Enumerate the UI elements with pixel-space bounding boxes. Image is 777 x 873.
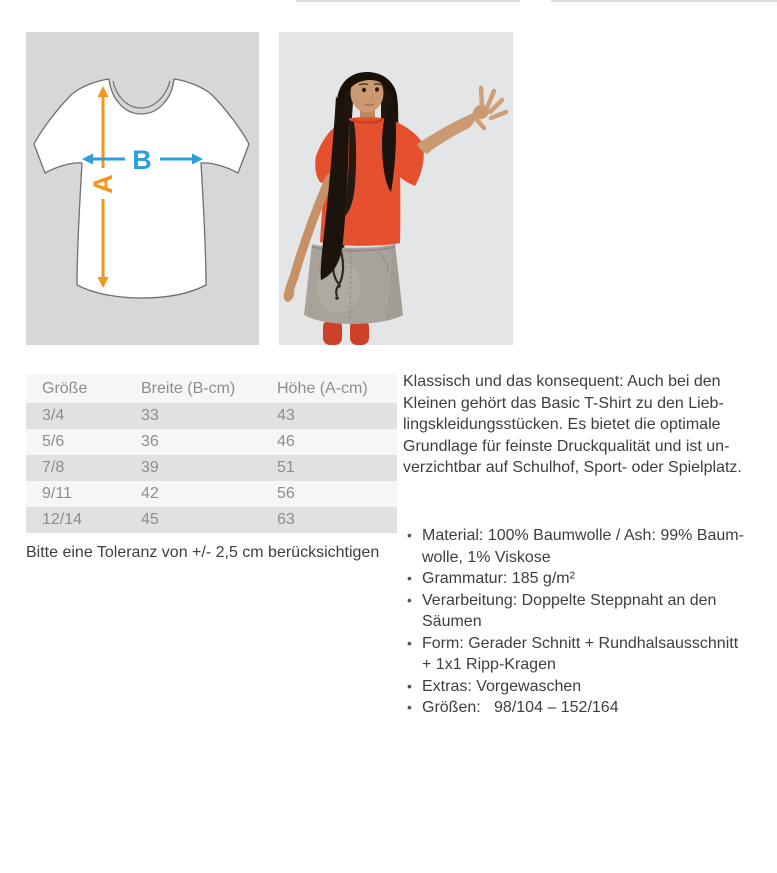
- bullet-icon: •: [407, 591, 412, 608]
- breite-cell: 45: [141, 511, 159, 528]
- arrow-a-shaft-top: [102, 95, 105, 168]
- detail-item-grammatur: [403, 568, 753, 590]
- hoehe-cell: 43: [277, 407, 295, 424]
- detail-line: Extras: Vorgewaschen: [422, 677, 582, 695]
- product-description: [403, 371, 753, 479]
- arrow-a-shaft-bottom: [102, 199, 105, 278]
- hoehe-cell: 56: [277, 485, 295, 502]
- size-diagram-panel: [26, 32, 259, 345]
- detail-line: Form: Gerader Schnitt + Rundhalsausschnitt: [422, 634, 739, 652]
- top-divider-line: [551, 0, 777, 2]
- arrow-b-shaft-right: [160, 158, 197, 161]
- hoehe-cell: 63: [277, 511, 295, 528]
- hoehe-cell: 51: [277, 459, 295, 476]
- bullet-icon: •: [407, 677, 412, 694]
- description-line: verzichtbar auf Schulhof, Sport- oder Spielplatz.: [403, 459, 742, 476]
- detail-line: Verarbeitung: Doppelte Steppnaht an den: [422, 591, 717, 609]
- detail-item-verarbeitung: [403, 590, 753, 633]
- detail-item-extras: [403, 676, 753, 698]
- hoehe-cell: 46: [277, 433, 295, 450]
- size-cell: 5/6: [42, 433, 65, 450]
- description-line: Grundlage für feinste Druckqualität und ist un-: [403, 437, 730, 455]
- description-line: Klassisch und das konsequent: Auch bei den: [403, 373, 721, 390]
- description-line: Kleinen gehört das Basic T-Shirt zu den Lieb-: [403, 394, 724, 412]
- tolerance-note: Bitte eine Toleranz von +/- 2,5 cm berücksichtigen: [26, 544, 380, 561]
- detail-line: Größen: 98/104 – 152/164: [422, 699, 619, 716]
- dimension-label-a: A: [88, 174, 118, 194]
- size-table-header-row: [26, 374, 397, 403]
- detail-line: + 1x1 Ripp-Kragen: [422, 656, 556, 673]
- col-header-hoehe: Höhe (A-cm): [277, 380, 368, 397]
- size-table: [26, 374, 397, 533]
- bullet-icon: •: [407, 634, 412, 651]
- dimension-label-b: B: [132, 145, 152, 175]
- tshirt-measurement-diagram: [26, 32, 259, 345]
- arrow-b-shaft-left: [88, 158, 125, 161]
- description-line: lingskleidungsstücken. Es bietet die optimale: [403, 416, 721, 433]
- product-details-list: [403, 525, 753, 719]
- bullet-icon: •: [407, 699, 412, 715]
- top-divider-line: [296, 0, 520, 2]
- detail-line: Säumen: [422, 613, 482, 630]
- breite-cell: 33: [141, 407, 159, 424]
- table-row: [26, 481, 397, 507]
- col-header-breite: Breite (B-cm): [141, 380, 236, 397]
- col-header-groesse: Größe: [42, 380, 88, 397]
- size-cell: 7/8: [42, 459, 65, 476]
- table-row: [26, 403, 397, 429]
- product-photo-panel: [279, 32, 513, 345]
- breite-cell: 42: [141, 485, 159, 502]
- table-row: [26, 429, 397, 455]
- detail-line: Material: 100% Baumwolle / Ash: 99% Baum-: [422, 527, 744, 544]
- model-photo-illustration: [279, 32, 513, 345]
- breite-cell: 39: [141, 459, 159, 476]
- detail-item-material: [403, 525, 753, 568]
- breite-cell: 36: [141, 433, 159, 450]
- size-cell: 12/14: [42, 511, 83, 528]
- detail-line: Grammatur: 185 g/m²: [422, 570, 575, 587]
- table-row: [26, 507, 397, 533]
- table-row: [26, 455, 397, 481]
- size-cell: 3/4: [42, 407, 65, 424]
- detail-item-groessen: [403, 697, 753, 719]
- bullet-icon: •: [407, 570, 412, 586]
- detail-item-form: [403, 633, 753, 676]
- detail-line: wolle, 1% Viskose: [422, 548, 551, 566]
- size-cell: 9/11: [42, 485, 72, 502]
- bullet-icon: •: [407, 527, 412, 543]
